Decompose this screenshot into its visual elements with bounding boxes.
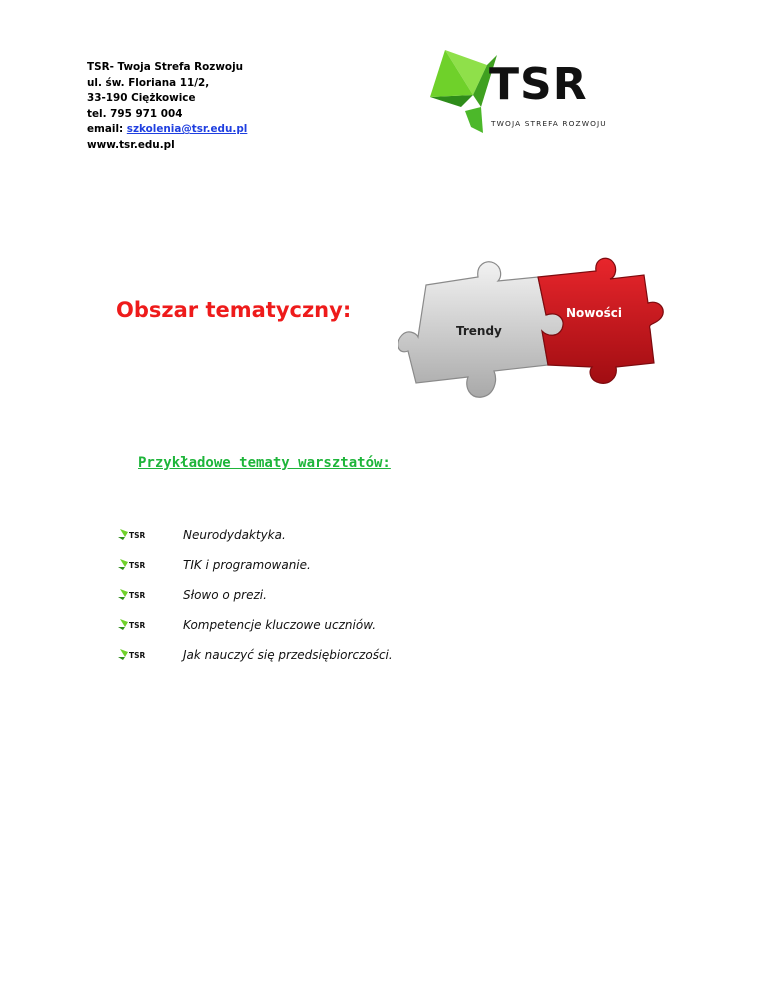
svg-text:TSR: TSR — [129, 620, 146, 630]
workshop-topics-list — [117, 520, 393, 670]
tsr-bullet-icon — [117, 588, 147, 603]
list-item — [117, 580, 393, 610]
email-label: email: — [87, 123, 127, 135]
logo-letters: TSR — [489, 59, 588, 110]
phone-number: tel. 795 971 004 — [87, 107, 183, 120]
street-address: ul. św. Floriana 11/2, — [87, 76, 210, 89]
svg-text:TSR: TSR — [129, 650, 146, 660]
tsr-bullet-icon — [117, 558, 147, 573]
email-link[interactable]: szkolenia@tsr.edu.pl — [126, 123, 248, 135]
workshops-heading: Przykładowe tematy warsztatów: — [138, 455, 391, 471]
list-item — [117, 610, 393, 640]
tsr-bullet-icon — [117, 528, 147, 543]
puzzle-label-nowosci: Nowości — [566, 306, 622, 320]
tsr-bullet-icon — [117, 648, 147, 663]
svg-text:TSR: TSR — [129, 560, 146, 570]
org-name: TSR- Twoja Strefa Rozwoju — [87, 61, 244, 73]
list-item — [117, 640, 393, 670]
svg-text:TSR: TSR — [129, 530, 146, 540]
topic-text: TIK i programowanie. — [183, 558, 311, 572]
contact-block — [87, 60, 247, 153]
email-line — [87, 122, 247, 138]
section-title: Obszar tematyczny: — [116, 298, 352, 322]
puzzle-icon — [398, 255, 668, 415]
list-item — [117, 520, 393, 550]
list-item — [117, 550, 393, 580]
tsr-bullet-icon — [117, 618, 147, 633]
topic-text: Słowo o prezi. — [183, 588, 267, 602]
puzzle-illustration — [398, 255, 668, 415]
website: www.tsr.edu.pl — [87, 138, 175, 151]
topic-text: Jak nauczyć się przedsiębiorczości. — [183, 648, 393, 662]
logo-tagline: TWOJA STREFA ROZWOJU — [491, 119, 607, 128]
tsr-logo — [425, 45, 615, 135]
topic-text: Neurodydaktyka. — [183, 528, 286, 542]
topic-text: Kompetencje kluczowe uczniów. — [183, 618, 377, 632]
puzzle-label-trendy: Trendy — [456, 324, 502, 338]
svg-text:TSR: TSR — [129, 590, 146, 600]
city-address: 33-190 Ciężkowice — [87, 92, 196, 104]
